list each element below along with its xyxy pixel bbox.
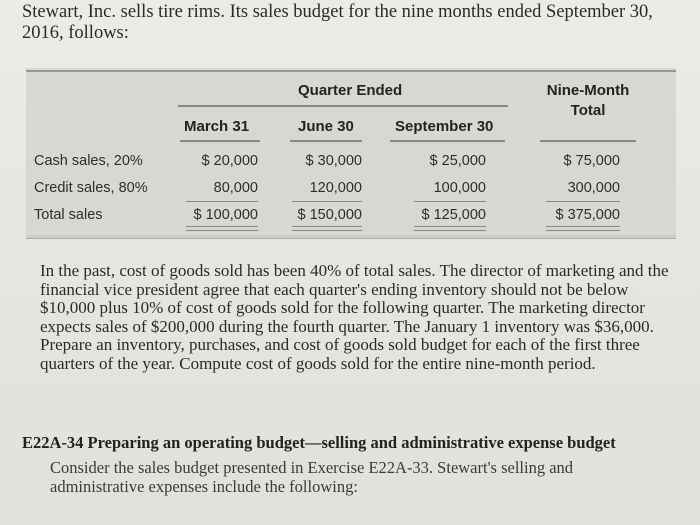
col-header-rule (540, 140, 636, 142)
col-header-september: September 30 (395, 118, 494, 135)
subtotal-rule (546, 201, 620, 202)
total-double-rule (414, 226, 486, 231)
row-label-cash: Cash sales, 20% (34, 153, 143, 169)
cell-credit-june: 120,000 (309, 180, 362, 196)
cell-total-june: $ 150,000 (297, 207, 362, 223)
subtotal-rule (292, 201, 362, 202)
col-header-june: June 30 (298, 118, 354, 135)
subtotal-rule (414, 201, 486, 202)
row-label-total: Total sales (34, 207, 103, 223)
col-header-march: March 31 (184, 118, 250, 135)
total-double-rule (546, 226, 620, 231)
exercise-heading (22, 433, 682, 452)
intro-text: Stewart, Inc. sells tire rims. Its sales budget for the nine months ended September 30, 2016, follows: (22, 2, 653, 43)
cell-credit-total: 300,000 (567, 180, 620, 196)
cell-cash-march: $ 20,000 (201, 153, 258, 169)
problem-paragraph: In the past, cost of goods sold has been 40% of total sales. The director of marketing and the financial vice president agree that each quarter's ending inventory should not be below $10,000 plus 10% of cost of goods sold for the following quarter. The marketing director expects sales of $200,000 during the fourth quarter. The January 1 inventory was $36,000. Prepare an inventory, purchases, and cost of goods sold budget for each of the first three quarters of the year. Compute cost of goods sold for the entire nine-month period. (40, 261, 669, 373)
cell-credit-september: 100,000 (433, 180, 486, 196)
cell-total-september: $ 125,000 (421, 207, 486, 223)
col-header-rule (290, 140, 362, 142)
cell-cash-total: $ 75,000 (563, 153, 620, 169)
cell-cash-september: $ 25,000 (429, 153, 486, 169)
total-double-rule (292, 226, 362, 231)
cell-cash-june: $ 30,000 (305, 153, 362, 169)
cell-total-total: $ 375,000 (555, 207, 620, 223)
col-header-rule (390, 140, 505, 142)
cell-credit-march: 80,000 (213, 180, 258, 196)
nine-month-total-header: Nine-Month Total (546, 82, 630, 119)
quarter-ended-header: Quarter Ended (298, 82, 403, 99)
exercise-body: Consider the sales budget presented in Exercise E22A-33. Stewart's selling and administrative expenses include the following: (50, 458, 574, 496)
col-header-rule (180, 140, 260, 142)
quarter-ended-underline (178, 105, 508, 107)
row-label-credit: Credit sales, 80% (34, 180, 148, 196)
exercise-title: E22A-34 Preparing an operating budget—selling and administrative expense budget (22, 433, 616, 452)
table-top-rule (26, 70, 676, 72)
subtotal-rule (186, 201, 258, 202)
cell-total-march: $ 100,000 (193, 207, 258, 223)
table-bottom-rule (26, 235, 676, 239)
total-double-rule (186, 226, 258, 231)
